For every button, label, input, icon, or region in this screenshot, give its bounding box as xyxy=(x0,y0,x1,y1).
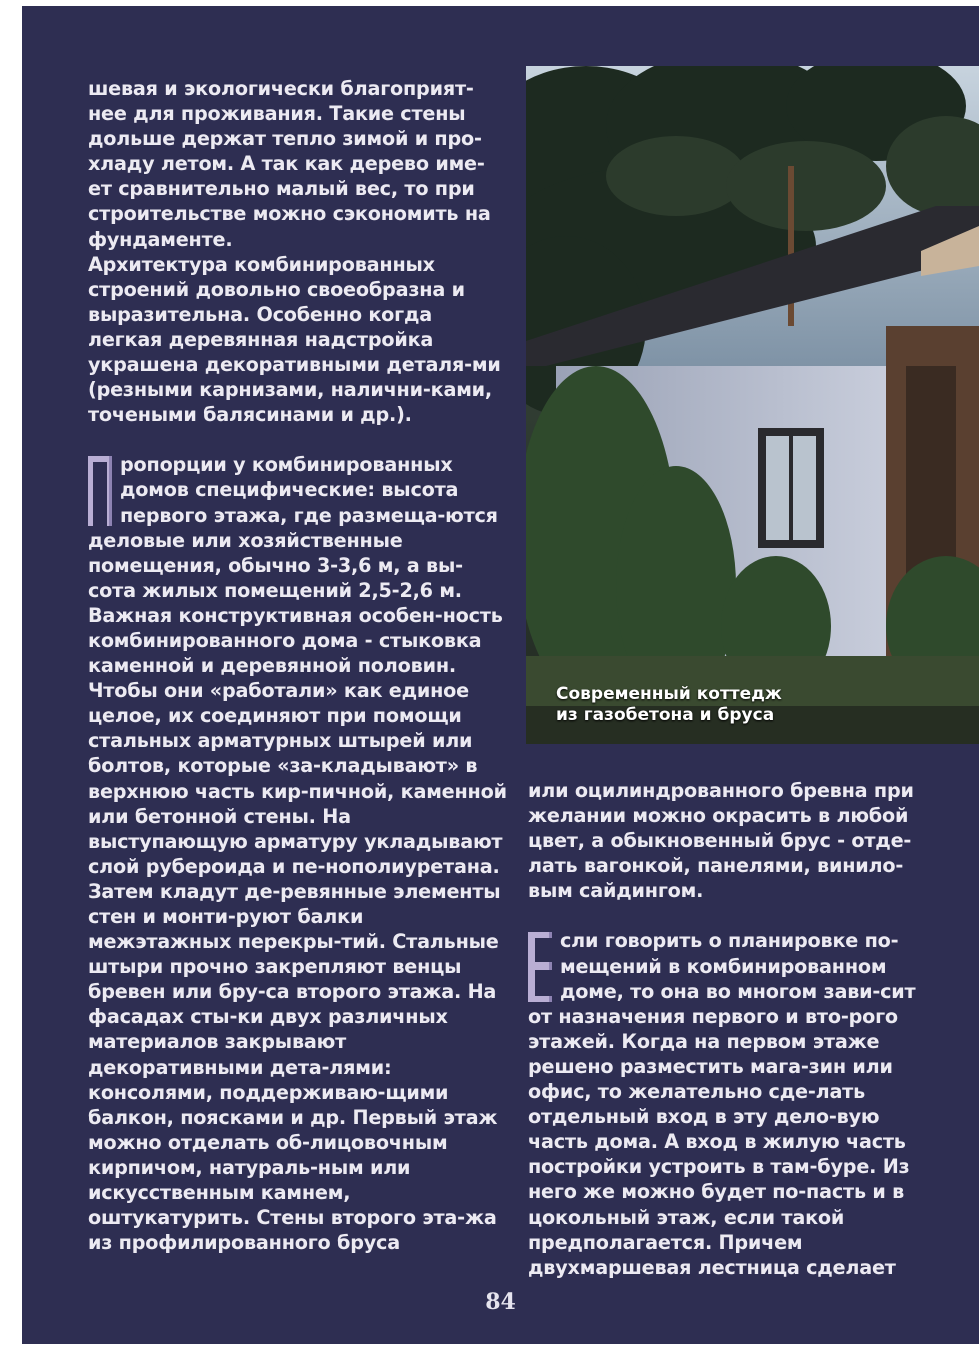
paragraph-proportions-text: ропорции у комбинированных домов специфические: высота первого этажа, где размеща-ются деловые или хозяйственные помещения, обычно 3-3,6 м, а вы-сота жилых помещений 2,5-2,6 м. Важная конструктивная особен-ность комбинированного дома - стыковка каменной и деревянной половин. Чтобы они «работали» как единое целое, их соединяют при помощи стальных арматурных штырей или болтов, которые «за-кладывают» в верхнюю часть кир-пичной, каменной или бетонной стены. На выступающую арматуру укладывают слой рубероида и пе-нополиуретана. Затем кладут де-ревянные элементы стен и монти-руют балки межэтажных перекры-тий. Стальные штыри прочно закрепляют венцы бревен или бру-са второго этажа. На фасадах сты-ки двух различных материалов закрывают декоративными дета-лями: консолями, поддерживаю-щими балкон, поясками и др. Первый этаж можно отделать об-лицовочным кирпичом, натураль-ным или искусственным камнем, оштукатурить. Стены второго эта-жа из профилированного бруса xyxy=(88,453,507,1255)
magazine-page xyxy=(22,6,979,1344)
cottage-illustration xyxy=(526,66,979,744)
dropcap-letter-p xyxy=(88,456,112,526)
right-text-column xyxy=(528,778,940,1280)
paragraph-ecology: шевая и экологически благоприят-нее для проживания. Такие стены дольше держат тепло зимой и про-хладу летом. А так как дерево име-ет сравнительно малый вес, то при строительстве можно сэкономить на фундаменте. xyxy=(88,77,491,251)
cottage-photo xyxy=(526,66,979,744)
dropcap-letter-e xyxy=(528,932,552,1002)
paragraph-planning-text: сли говорить о планировке по-мещений в комбинированном доме, то она во многом зави-сит от назначения первого и вто-рого этажей. Когда на первом этаже решено разместить мага-зин или офис, то желательно сде-лать отдельный вход в эту дело-вую часть дома. А вход в жилую часть постройки устроить в там-буре. Из него же можно будет по-пасть и в цокольный этаж, если такой предполагается. Причем двухмаршевая лестница сделает xyxy=(528,929,916,1279)
paragraph-gap xyxy=(528,903,940,928)
paragraph-gap xyxy=(88,427,508,452)
left-text-column xyxy=(88,76,508,1255)
paragraph-planning xyxy=(528,928,940,1279)
page-number: 84 xyxy=(485,1289,516,1315)
photo-caption xyxy=(556,684,782,726)
caption-line-2: из газобетона и бруса xyxy=(556,705,775,725)
caption-line-1: Современный коттедж xyxy=(556,684,782,704)
paragraph-proportions xyxy=(88,452,508,1255)
paragraph-finishing: или оцилиндрованного бревна при желании можно окрасить в любой цвет, а обыкновенный брус - отде-лать вагонкой, панелями, винило-вым сайдингом. xyxy=(528,779,914,903)
paragraph-architecture: Архитектура комбинированных строений довольно своеобразна и выразительна. Особенно когда легкая деревянная надстройка украшена декоративными деталя-ми (резными карнизами, налични-ками, точеными балясинами и др.). xyxy=(88,252,501,427)
